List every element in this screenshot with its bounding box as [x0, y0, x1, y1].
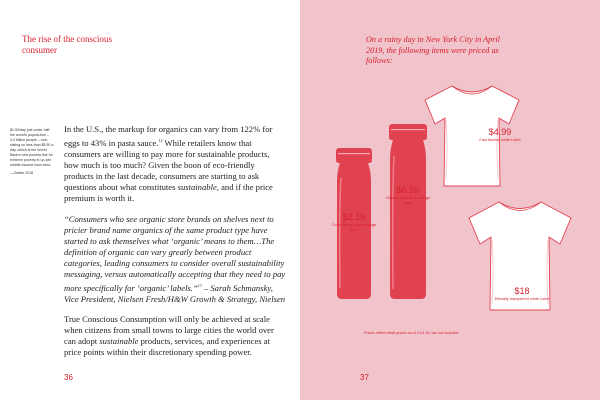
paragraph-2-part-b: products, services, and experiences at price points within their discretionary spending power. — [64, 336, 270, 358]
price-amount: $4.99 — [488, 127, 512, 137]
footnote-ref-12: 12 — [158, 138, 163, 144]
price-tag-fast-fashion-tshirt — [472, 127, 528, 143]
price-description: Organic juice shop orange juice — [385, 196, 431, 205]
sidebar-note — [10, 128, 54, 176]
price-tag-conventional-juice — [330, 212, 378, 233]
body-text — [64, 124, 286, 368]
price-description: Fast fashion white t-shirt — [479, 138, 521, 142]
price-amount: $18 — [514, 286, 530, 296]
price-amount: $2.19 — [342, 212, 366, 222]
paragraph-1-part-a: In the U.S., the markup for organics can vary from 122% for eggs to 43% in pasta sauce. — [64, 124, 273, 148]
paragraph-1-emphasis: sustainable — [177, 182, 217, 193]
paragraph-2-part-a: True Conscious Consumption will only be achieved at scale when citizens from small towns to large cities the world over can adopt — [64, 314, 274, 347]
price-tag-organic-juice — [384, 185, 432, 206]
sidebar-note-text: $1.50/day just under half the world's popula-tion – 3.4 billion people – sub-sisting on less than $5.50 a day, which is the World Bank's new poverty line for extreme poverty in up-per middle-income coun-tries. — [10, 128, 54, 167]
right-page — [300, 0, 600, 400]
quote — [64, 214, 286, 306]
page-number-right: 37 — [360, 373, 369, 382]
price-description: Ethically transparent white t-shirt — [494, 297, 550, 301]
price-tag-ethical-tshirt — [494, 286, 550, 302]
price-description: Conventional store orange juice — [331, 223, 377, 232]
quote-attribution: – Sarah Schmansky, Vice President, Nielsen Fresh/H&W Growth & Strategy, Nielsen — [64, 282, 286, 305]
quote-text: “Consumers who see organic store brands on shelves next to pricier brand name organics of the same product type have started to ask themselves what ‘organic’ means to them…The definition of organic can vary greatly between product categories, leading consumers to consider overall sustainability messaging, versus automatically accepting that they need to pay more specifically for ‘organic’ labels.” — [64, 213, 286, 293]
section-title: The rise of the conscious consumer — [22, 34, 112, 55]
price-amount: $6.95 — [396, 185, 420, 195]
paragraph-1-part-b: While retailers know that consumers are willing to pay more for sustainable products, how much is too much? Given the boon of eco-friendly products in the last decade, consumers are starting to ask questions about what constitutes — [64, 137, 270, 193]
footnote-ref-13: 13 — [197, 283, 202, 289]
page-number-left: 36 — [64, 373, 73, 382]
price-footnote: Prices reflect retail prices as of 4.13.19, tax not included. — [364, 331, 460, 335]
paragraph-2 — [64, 314, 286, 358]
sidebar-note-source: —Oxfam 2018 — [10, 171, 34, 175]
intro-text: On a rainy day in New York City in April 2019, the following items were priced as follows: — [366, 35, 500, 65]
paragraph-2-emphasis: sustainable — [99, 336, 139, 347]
paragraph-1-part-c: , and if the price premium is worth it. — [64, 182, 273, 204]
paragraph-1 — [64, 124, 286, 205]
